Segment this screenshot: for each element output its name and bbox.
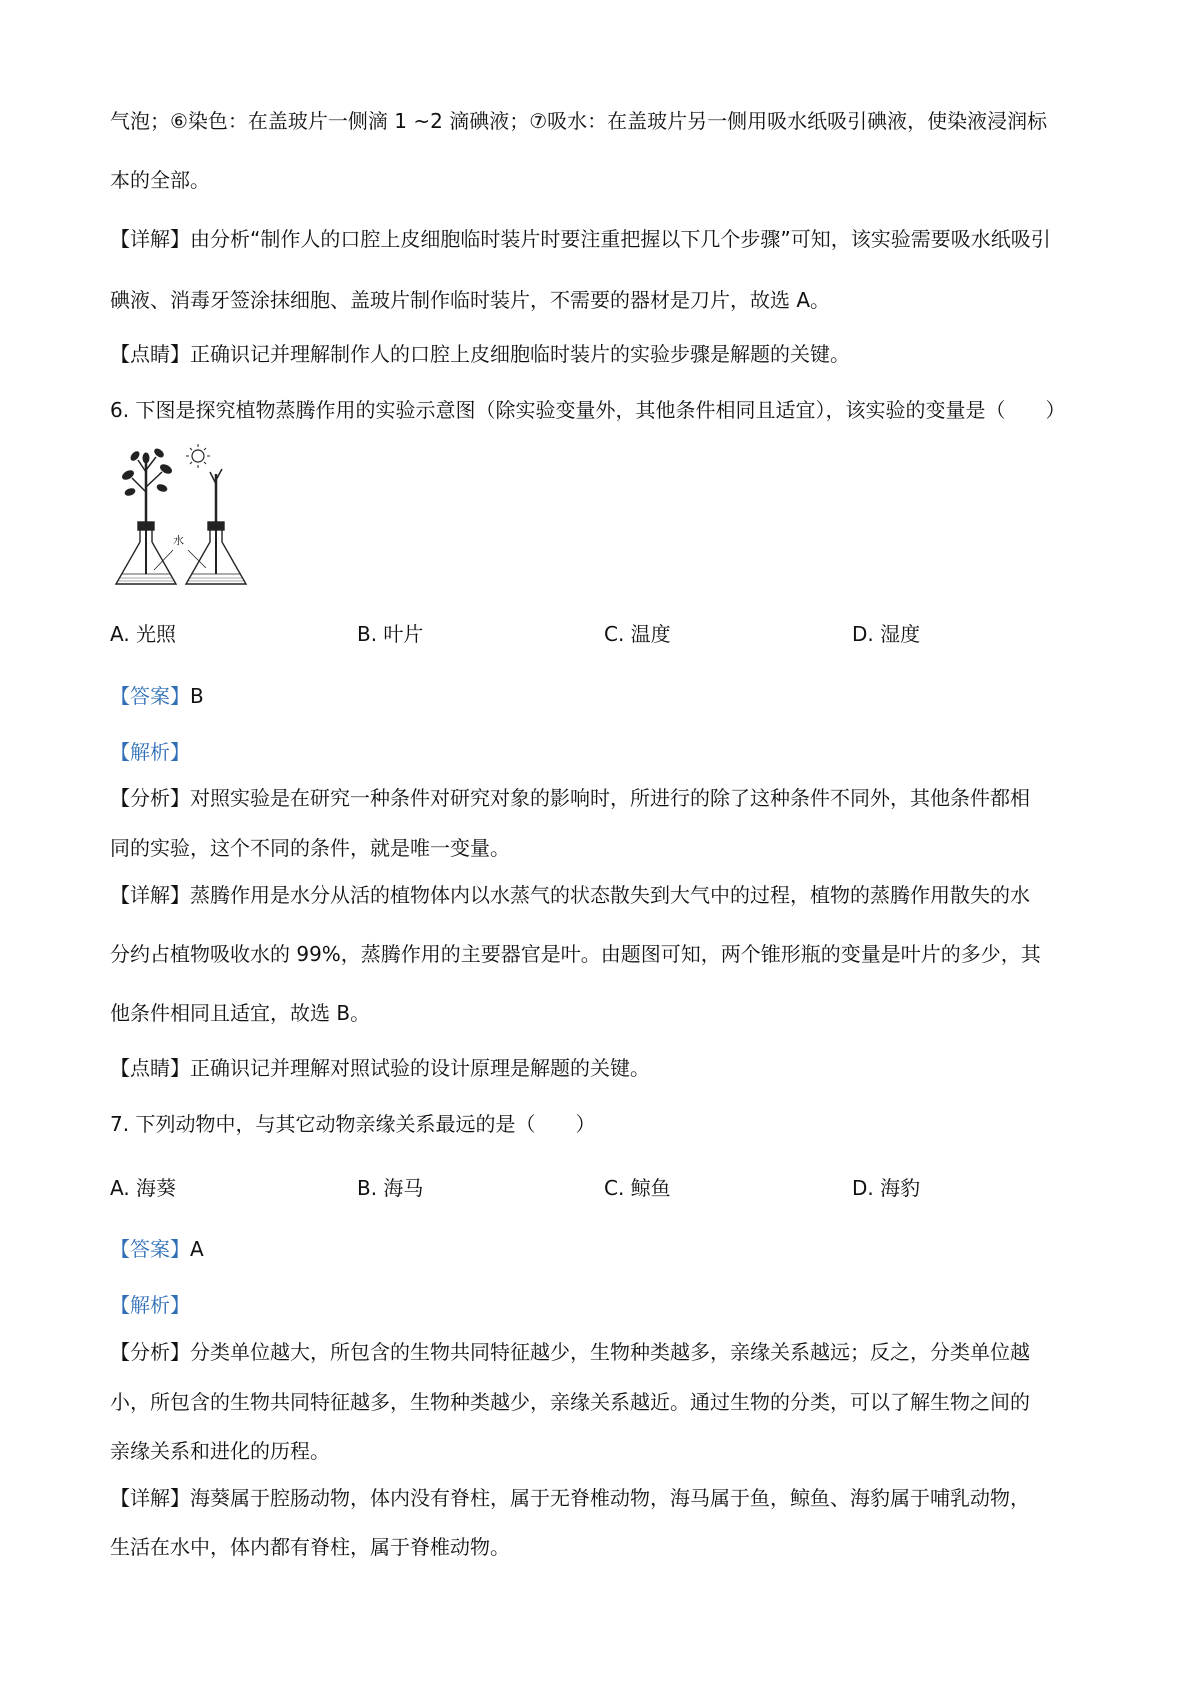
q7-analysis-label: 【解析】 (110, 1293, 190, 1317)
q6-option-c[interactable]: C. 温度 (604, 622, 671, 646)
q7-option-d[interactable]: D. 海豹 (852, 1176, 921, 1200)
answer-value: A (190, 1237, 204, 1261)
q6-option-a[interactable]: A. 光照 (110, 622, 177, 646)
q6-answer (110, 682, 1100, 710)
q6-option-b[interactable]: B. 叶片 (357, 622, 424, 646)
q7-answer (110, 1235, 1100, 1263)
q7-option-b[interactable]: B. 海马 (357, 1176, 424, 1200)
answer-label: 【答案】 (110, 1237, 190, 1261)
q7-option-a[interactable]: A. 海葵 (110, 1176, 177, 1200)
text-line: 生活在水中，体内都有脊柱，属于脊椎动物。 (110, 1535, 510, 1559)
transpiration-figure (110, 442, 260, 602)
left-flask-icon (116, 522, 176, 584)
text-line: 【详解】由分析“制作人的口腔上皮细胞临时装片时要注重把握以下几个步骤”可知，该实验需要吸水纸吸引 (110, 227, 1051, 251)
answer-label: 【答案】 (110, 684, 190, 708)
text-line: 本的全部。 (110, 168, 210, 192)
bare-plant-icon (210, 469, 222, 524)
text-line: 【分析】分类单位越大，所包含的生物共同特征越少，生物种类越多，亲缘关系越远；反之，分类单位越 (110, 1340, 1030, 1364)
right-flask-icon (186, 522, 246, 584)
text-line: 他条件相同且适宜，故选 B。 (110, 1001, 371, 1025)
answer-value: B (190, 684, 204, 708)
text-line: 【详解】海葵属于腔肠动物，体内没有脊柱，属于无脊椎动物，海马属于鱼，鲸鱼、海豹属于哺乳动物， (110, 1486, 1030, 1510)
text-line: 气泡；⑥染色：在盖玻片一侧滴 1 ~2 滴碘液；⑦吸水：在盖玻片另一侧用吸水纸吸引碘液，使染液浸润标 (110, 109, 1048, 133)
text-line: 分约占植物吸收水的 99%，蒸腾作用的主要器官是叶。由题图可知，两个锥形瓶的变量是叶片的多少，其 (110, 942, 1041, 966)
q6-analysis-label: 【解析】 (110, 740, 190, 764)
text-line: 【详解】蒸腾作用是水分从活的植物体内以水蒸气的状态散失到大气中的过程，植物的蒸腾作用散失的水 (110, 883, 1030, 907)
text-line: 亲缘关系和进化的历程。 (110, 1439, 330, 1463)
water-label: 水 (173, 534, 184, 547)
question-6: 6. 下图是探究植物蒸腾作用的实验示意图（除实验变量外，其他条件相同且适宜），该实验的变量是（ ） (110, 398, 1066, 422)
leafy-plant-icon (121, 447, 173, 524)
sun-icon (186, 444, 210, 468)
text-line: 小，所包含的生物共同特征越多，生物种类越少，亲缘关系越近。通过生物的分类，可以了解生物之间的 (110, 1390, 1030, 1414)
q6-option-d[interactable]: D. 湿度 (852, 622, 921, 646)
text-line: 【分析】对照实验是在研究一种条件对研究对象的影响时，所进行的除了这种条件不同外，其他条件都相 (110, 786, 1030, 810)
question-7: 7. 下列动物中，与其它动物亲缘关系最远的是（ ） (110, 1112, 596, 1136)
text-line: 同的实验，这个不同的条件，就是唯一变量。 (110, 836, 510, 860)
q7-option-c[interactable]: C. 鲸鱼 (604, 1176, 671, 1200)
text-line: 【点睛】正确识记并理解对照试验的设计原理是解题的关键。 (110, 1056, 650, 1080)
text-line: 碘液、消毒牙签涂抹细胞、盖玻片制作临时装片，不需要的器材是刀片，故选 A。 (110, 288, 831, 312)
text-line: 【点睛】正确识记并理解制作人的口腔上皮细胞临时装片的实验步骤是解题的关键。 (110, 342, 850, 366)
